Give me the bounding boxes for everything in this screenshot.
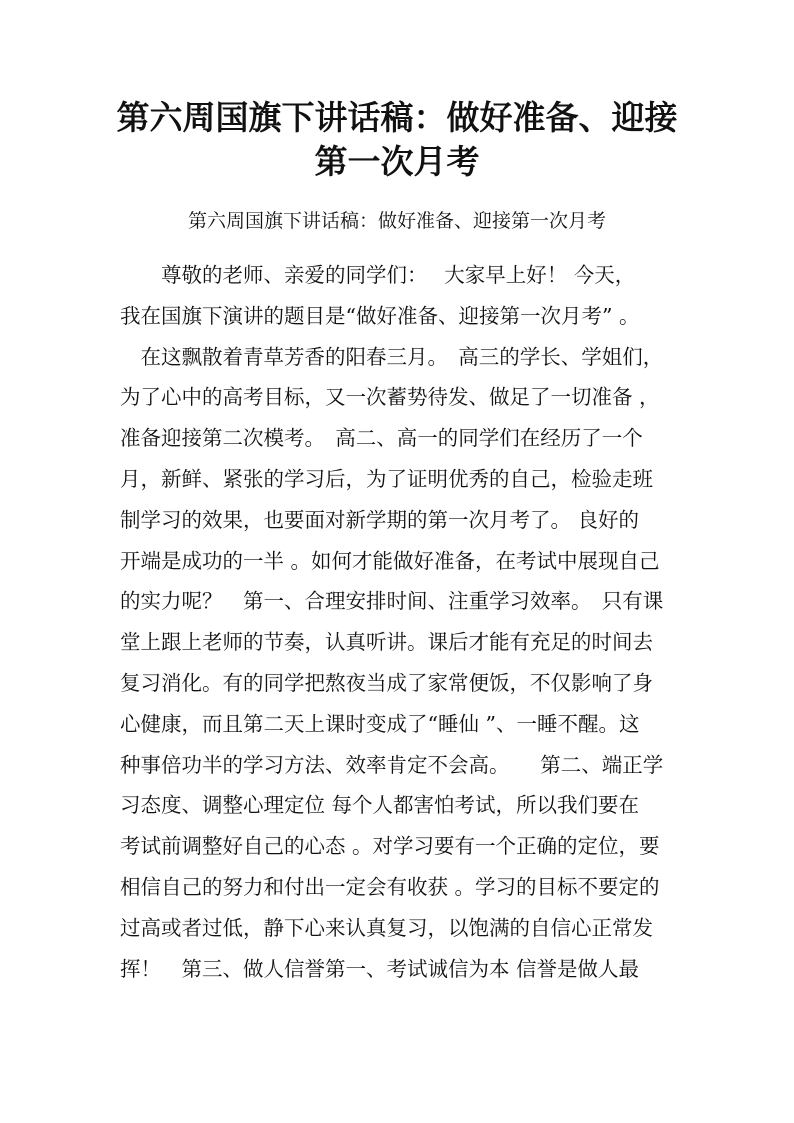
body-line: 相信自己的努力和付出一定会有收获 。学习的目标不要定的 [120, 874, 660, 899]
body-line: 习态度、调整心理定位 每个人都害怕考试，所以我们要在 [120, 793, 640, 818]
body-line: 的实力呢？ 第一、合理安排时间、注重学习效率。 只有课 [120, 589, 664, 614]
document-body [120, 255, 680, 989]
body-line: 过高或者过低，静下心来认真复习，以饱满的自信心正常发 [120, 915, 653, 940]
body-line: 开端是成功的一半 。如何才能做好准备，在考试中展现自己 [120, 548, 660, 573]
body-line: 尊敬的老师、亲爱的同学们： 大家早上好！ 今天， [120, 263, 636, 287]
body-line: 制学习的效果，也要面对新学期的第一次月考了。 良好的 [120, 507, 640, 532]
body-line: 月，新鲜、紧张的学习后，为了证明优秀的自己，检验走班 [120, 466, 653, 491]
body-line: 堂上跟上老师的节奏，认真听讲。课后才能有充足的时间去 [120, 630, 653, 655]
body-line: 复习消化。有的同学把熬夜当成了家常便饭，不仅影响了身 [120, 670, 653, 695]
document-title-line-2: 第一次月考 [314, 142, 480, 181]
body-line: 我在国旗下演讲的题目是“做好准备、迎接第一次月考” 。 [120, 303, 640, 328]
body-line: 种事倍功半的学习方法、效率肯定不会高。 第二、端正学 [120, 752, 664, 777]
body-line: 心健康，而且第二天上课时变成了“睡仙 ”、一睡不醒。这 [120, 711, 640, 736]
document-subtitle: 第六周国旗下讲话稿：做好准备、迎接第一次月考 [187, 210, 606, 232]
body-line: 准备迎接第二次模考。 高二、高一的同学们在经历了一个 [120, 426, 643, 451]
body-line: 考试前调整好自己的心态 。对学习要有一个正确的定位，要 [120, 834, 660, 859]
document-title-line-1: 第六周国旗下讲话稿：做好准备、迎接 [116, 98, 678, 137]
body-line: 为了心中的高考目标，又一次蓄势待发、做足了一切准备 ， [120, 385, 660, 410]
body-line: 在这飘散着青草芳香的阳春三月。 高三的学长、学姐们， [120, 344, 664, 369]
body-line: 挥！ 第三、做人信誉第一、考试诚信为本 信誉是做人最 [120, 956, 640, 981]
